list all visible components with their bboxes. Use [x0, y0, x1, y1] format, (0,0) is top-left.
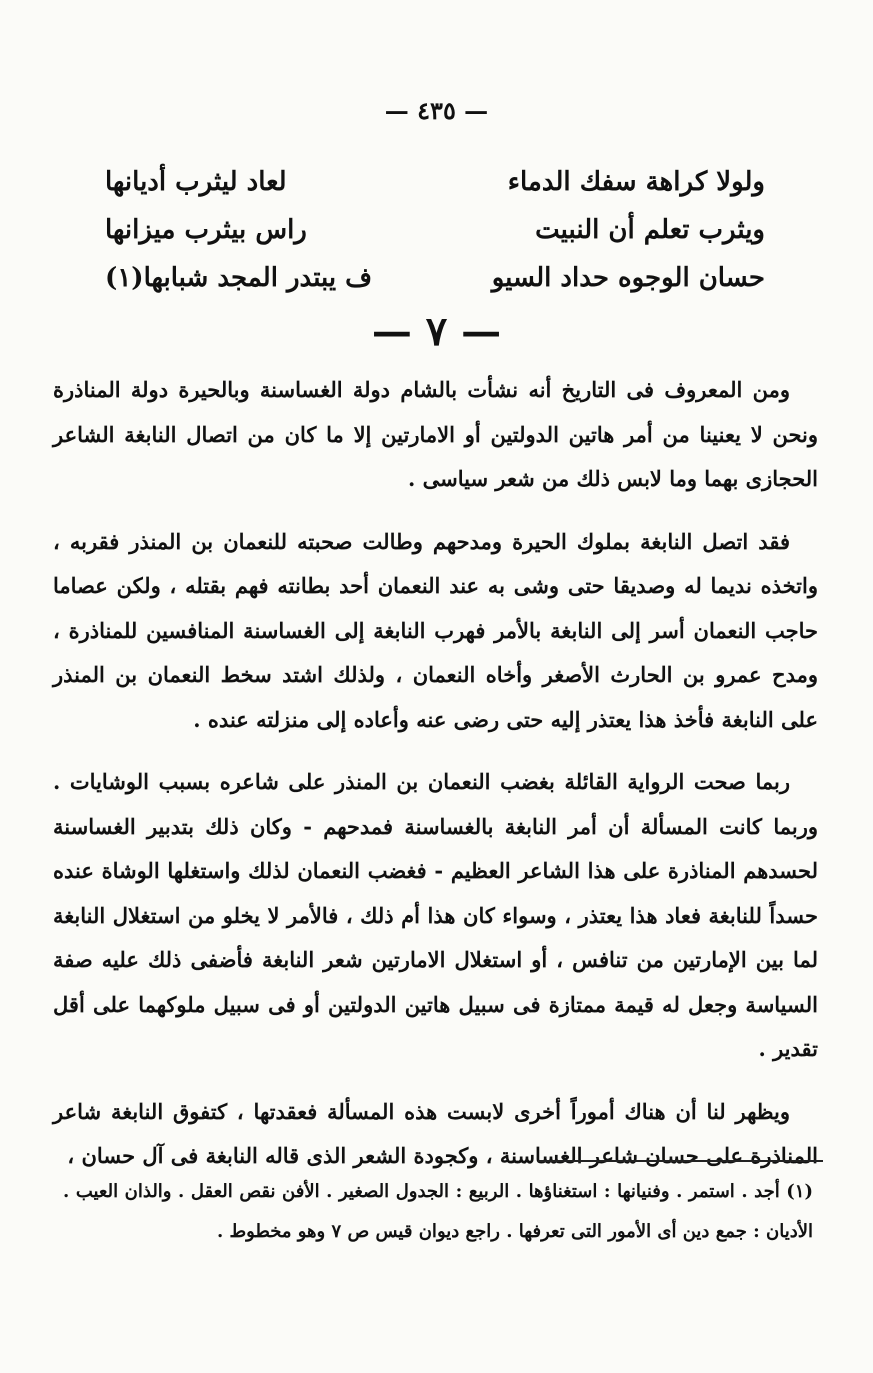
paragraph: ومن المعروف فى التاريخ أنه نشأت بالشام دولة الغساسنة وبالحيرة دولة المناذرة ونحن لا يعنينا من أمر هاتين الدولتين أو الامارتين إلا ما كان من اتصال النابغة الشاعر الحجازى بهما وما لابس ذلك من شعر سياسى . [53, 377, 818, 491]
verse-first-hemistich: حسان الوجوه حداد السيو [491, 263, 765, 293]
footnote-divider [538, 1160, 823, 1162]
poem-verse [105, 158, 765, 206]
verse-first-hemistich: ولولا كراهة سفك الدماء [507, 167, 765, 197]
body-text [53, 368, 818, 1197]
verse-second-hemistich: ف يبتدر المجد شبابها(١) [105, 263, 373, 293]
paragraph: ويظهر لنا أن هناك أموراً أخرى لابست هذه المسألة فعقدتها ، كتفوق النابغة شاعر المناذرة على حسان شاعر الغساسنة ، وكجودة الشعر الذى قاله النابغة فى آل حسان ، [53, 1098, 818, 1168]
paragraph: فقد اتصل النابغة بملوك الحيرة ومدحهم وطالت صحبته للنعمان بن المنذر فقربه ، واتخذه نديما له وصديقا حتى وشى به عند النعمان أحد بطانته فهم بقتله ، ولكن عصاما حاجب النعمان أسر إلى النابغة بالأمر فهرب النابغة إلى الغساسنة المنافسين للمناذرة ، ومدح عمرو بن الحارث الأصغر وأخاه النعمان ، ولذلك اشتد سخط النعمان بن المنذر على النابغة فأخذ هذا يعتذر إليه حتى رضى عنه وأعاده إلى منزلته عنده . [53, 528, 818, 732]
page-number: — ٤٣٥ — [384, 96, 489, 125]
poem-verse [105, 206, 765, 254]
footnote: (١) أجد . استمر . وفنيانها : استغناؤها . الربيع : الجدول الصغير . الأفن نقص العقل . والذان العيب . الأديان : جمع دين أى الأمور التى تعرفها . راجع ديوان قيس ص ٧ وهو مخطوط . [63, 1181, 813, 1242]
paragraph: ربما صحت الرواية القائلة بغضب النعمان بن المنذر على شاعره بسبب الوشايات . وربما كانت المسألة أن أمر النابغة بالغساسنة فمدحهم - وكان ذلك بتدبير الغساسنة لحسدهم المناذرة على هذا الشاعر العظيم - فغضب النعمان لذلك واستغلها الوشاة عنده حسداً للنابغة فعاد هذا يعتذر ، وسواء كان هذا أم ذلك ، فالأمر لا يخلو من استغلال النابغة لما بين الإمارتين من تنافس ، أو استغلال الامارتين شعر النابغة فأضفى ذلك عليه صفة السياسة وجعل له قيمة ممتازة فى سبيل هاتين الدولتين أو فى سبيل ملوكهما على أقل تقدير . [53, 769, 818, 1061]
verse-second-hemistich: لعاد ليثرب أديانها [105, 167, 287, 197]
verse-first-hemistich: ويثرب تعلم أن النبيت [535, 215, 765, 245]
poem-verse [105, 254, 765, 302]
section-number: — ٧ — [371, 308, 502, 355]
poem [105, 158, 765, 302]
verse-second-hemistich: راس بيثرب ميزانها [105, 215, 307, 245]
